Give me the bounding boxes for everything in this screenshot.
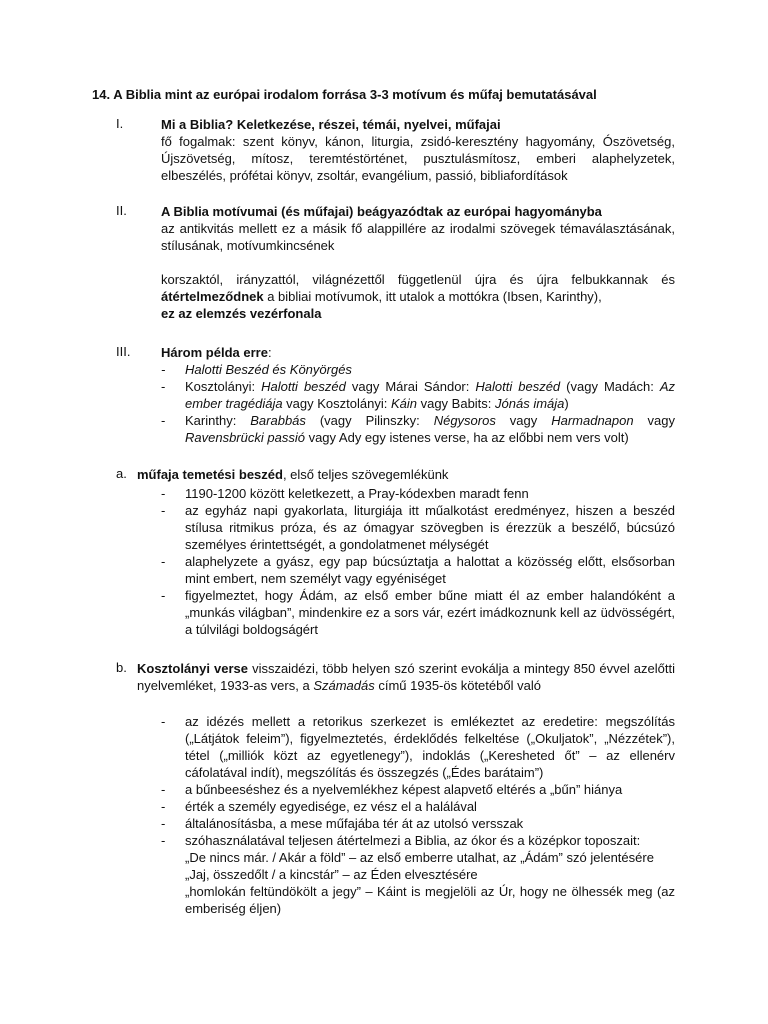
section-1-text: fő fogalmak: szent könyv, kánon, liturgia, zsidó-keresztény hagyomány, Ószövetség, Újszövetség, mítosz, teremtéstörténet, pusztulásmítosz, emberi alaphelyzetek, elbeszélés, prófétai könyv, zsoltár, evangélium, passió, bibliafordítások	[161, 134, 675, 183]
section-1-number: I.	[116, 116, 124, 131]
quote-line: „Jaj, összedőlt / a kincstár” – az Éden elvesztésére	[185, 867, 478, 882]
section-a-lead: műfaja temetési beszéd, első teljes szövegemlékünk	[137, 467, 449, 482]
section-3-heading: Három példa erre:	[161, 345, 272, 360]
list-item: - alaphelyzete a gyász, egy pap búcsúztatja a halottat a közösség előtt, elsősorban mint embert, nem személyt vagy egyéniséget	[161, 553, 675, 587]
section-2-paragraph-1: az antikvitás mellett ez a másik fő alappillére az irodalmi szövegek témaválasztásának, stílusának, motívumkincsének	[161, 221, 675, 253]
section-1-heading: Mi a Biblia? Keletkezése, részei, témái, nyelvei, műfajai	[161, 117, 501, 132]
section-b-list	[161, 713, 675, 849]
list-item: - az egyház napi gyakorlata, liturgiája itt műalkotást eredményez, hiszen a beszéd stílusa ritmikus próza, és az ómagyar szövegben is érezzük a beszélő, búcsúzó személyes érintettségét, a gondolatmenet mélységét	[161, 502, 675, 553]
quote-line: „De nincs már. / Akár a föld” – az első emberre utalhat, az „Ádám” szó jelentésére	[185, 850, 654, 865]
section-1	[161, 116, 675, 184]
list-item: - általánosításba, a mese műfajába tér át az utolsó versszak	[161, 815, 675, 832]
quote-list	[161, 849, 675, 917]
section-a-letter: a.	[116, 466, 127, 481]
list-item: - figyelmeztet, hogy Ádám, az első ember bűne miatt él az ember halandóként a „munkás világban”, mindenkire ez a sors vár, ezért imádkoznunk kell az üdvösségért, a túlvilági boldogságért	[161, 587, 675, 638]
list-item: - Halotti Beszéd és Könyörgés	[161, 361, 675, 378]
list-item: - érték a személy egyedisége, ez vész el a halálával	[161, 798, 675, 815]
list-item: - Karinthy: Barabbás (vagy Pilinszky: Négysoros vagy Harmadnapon vagy Ravensbrücki passió vagy Ady egy istenes verse, ha az előbbi nem vers volt)	[161, 412, 675, 446]
section-a-list	[161, 485, 675, 638]
section-b-lead: Kosztolányi verse visszaidézi, több helyen szó szerint evokálja a mintegy 850 évvel azelőtti nyelvemléket, 1933-as vers, a Számadás című 1935-ös kötetéből való	[137, 661, 675, 693]
section-b-letter: b.	[116, 660, 127, 675]
list-item: - az idézés mellett a retorikus szerkezet is emlékeztet az eredetire: megszólítás („Látjátok feleim”), figyelmeztetés, érdeklődés felkeltése („Okuljatok”, „Nézzétek”), tétel („milliók közt az egyetlenegy”), indoklás („Keresheted őt” – az ellenérv cáfolatával indít), megszólítás és összegzés („Édes barátaim”)	[161, 713, 675, 781]
section-b	[161, 713, 675, 917]
section-2-number: II.	[116, 203, 127, 218]
section-2-paragraph-2: korszaktól, irányzattól, világnézettől függetlenül újra és újra felbukkannak és átértelmeződnek a bibliai motívumok, itt utalok a mottókra (Ibsen, Karinthy),	[161, 272, 675, 304]
list-item: - a bűnbeeséshez és a nyelvemlékhez képest alapvető eltérés a „bűn” hiánya	[161, 781, 675, 798]
section-2-heading: A Biblia motívumai (és műfajai) beágyazódtak az európai hagyományba	[161, 204, 602, 219]
page-title: 14. A Biblia mint az európai irodalom forrása 3-3 motívum és műfaj bemutatásával	[92, 87, 597, 102]
list-item: - Kosztolányi: Halotti beszéd vagy Márai Sándor: Halotti beszéd (vagy Madách: Az ember tragédiája vagy Kosztolányi: Káin vagy Babits: Jónás imája)	[161, 378, 675, 412]
highlight-term: átértelmeződnek	[161, 289, 264, 304]
list-item: - szóhasználatával teljesen átértelmezi a Biblia, az ókor és a középkor toposzait:	[161, 832, 675, 849]
quote-line: „homlokán feltündökölt a jegy” – Káint is megjelöli az Úr, hogy ne ölhessék meg (az emberiség éljen)	[185, 884, 675, 916]
section-3-number: III.	[116, 344, 131, 359]
section-2-paragraph-3: ez az elemzés vezérfonala	[161, 306, 322, 321]
section-a	[161, 485, 675, 638]
list-item: - 1190-1200 között keletkezett, a Pray-kódexben maradt fenn	[161, 485, 675, 502]
section-3	[161, 344, 675, 446]
section-2	[161, 203, 675, 322]
example-list	[161, 361, 675, 446]
